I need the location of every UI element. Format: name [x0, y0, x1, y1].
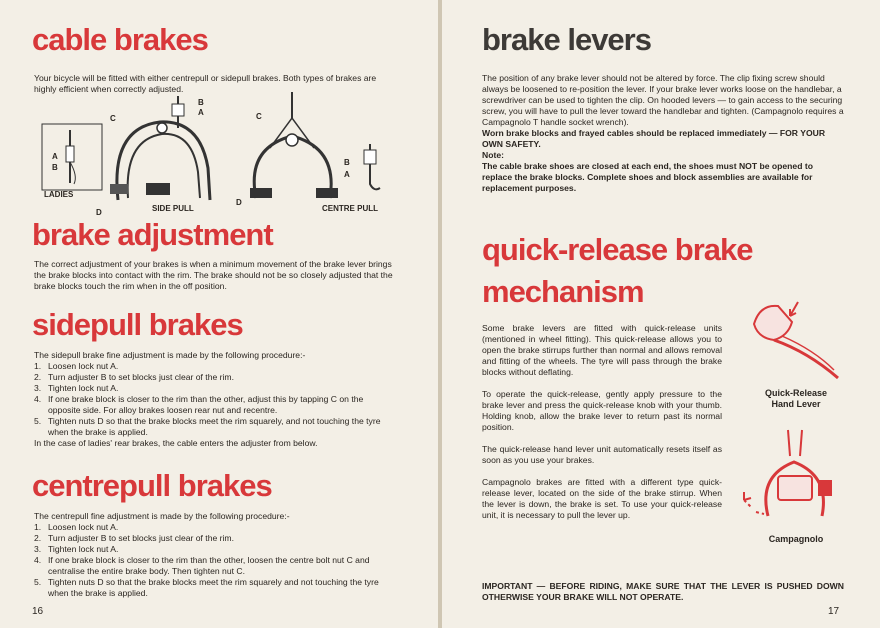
brake-diagram [40, 88, 400, 218]
page-number-right: 17 [828, 606, 840, 617]
letter-a-side: A [198, 108, 204, 117]
qr-paragraph-3: The quick-release hand lever unit automatically resets itself as soon as you use your brakes. [482, 444, 722, 465]
sidepull-note: In the case of ladies' rear brakes, the cable enters the adjuster from below. [34, 438, 318, 448]
campagnolo-illustration [738, 426, 848, 526]
centrepull-section [34, 511, 398, 599]
note-text: The cable brake shoes are closed at each end, the shoes must NOT be opened to replace the brake blocks. Complete shoes and block assemblies are available for replacement purposes. [482, 161, 813, 193]
letter-b-side: B [198, 98, 204, 107]
cable-brakes-text: Your bicycle will be fitted with either centrepull or sidepull brakes. Both types of brakes are highly efficient when correctly adjusted. [34, 73, 377, 94]
brake-adjustment-text: The correct adjustment of your brakes is when a minimum movement of the brake lever brings the brake blocks into contact with the rim. The brake should not be so closely adjusted that the brake blocks touch the rim when in the off position. [34, 259, 393, 291]
centre-pull-brake-block-left [250, 188, 272, 198]
list-item: 2. Turn adjuster B to set blocks just clear of the rim. [34, 533, 234, 543]
cable-brakes-heading: cable brakes [32, 22, 208, 57]
sidepull-section [34, 350, 398, 449]
brake-levers-warning: Worn brake blocks and frayed cables should be replaced immediately — FOR YOUR OWN SAFETY. [482, 128, 826, 149]
sidepull-steps [34, 361, 398, 438]
centrepull-intro: The centrepull fine adjustment is made by the following procedure:- [34, 511, 290, 521]
letter-c-centre: C [256, 112, 262, 121]
letter-a-centre: A [344, 170, 350, 179]
sidepull-heading: sidepull brakes [32, 307, 243, 342]
list-item: 2. Turn adjuster B to set blocks just clear of the rim. [34, 372, 234, 382]
brake-adjustment-heading: brake adjustment [32, 217, 273, 252]
brake-levers-text: The position of any brake lever should not be altered by force. The clip fixing screw should always be loosened to re-position the lever. If your brake lever works loose on the handlebar, a screwdriver can be used to tighten the clip. On hooded levers — to gain access to the securing screw, you will have to pull the lever toward the handlebar and tighten. (Campagnolo requires a Campagnolo T handle socket wrench). [482, 73, 844, 127]
letter-b-ladies: B [52, 163, 58, 172]
page-number-left: 16 [32, 606, 44, 617]
qr-paragraph-1: Some brake levers are fitted with quick-release units (mentioned in wheel fitting). This quick-release allows you to open the brake stirrups further than normal and allows removal and fitting of the wheels. The tyre will pass through the brake blocks without deflating. [482, 323, 722, 377]
letter-a-ladies: A [52, 152, 58, 161]
quick-release-lever-illustration [738, 296, 848, 382]
letter-b-centre: B [344, 158, 350, 167]
centrepull-steps [34, 522, 398, 599]
quick-release-body [482, 323, 722, 521]
side-pull-label: SIDE PULL [152, 204, 194, 213]
list-item: 5. Tighten nuts D so that the brake blocks meet the rim squarely and not touching the tyre when the brake is applied. [34, 577, 379, 598]
right-page [442, 0, 880, 628]
side-pull-brake-block [146, 183, 170, 195]
sidepull-intro: The sidepull brake fine adjustment is made by the following procedure:- [34, 350, 306, 360]
quick-release-caption: Quick-Release Hand Lever [764, 388, 828, 409]
note-label: Note: [482, 150, 504, 160]
brake-illustration [40, 88, 400, 218]
list-item: 1. Loosen lock nut A. [34, 522, 119, 532]
list-item: 5. Tighten nuts D so that the brake blocks meet the rim squarely, and not touching the tyre when the brake is applied. [34, 416, 381, 437]
list-item: 3. Tighten lock nut A. [34, 544, 119, 554]
qr-paragraph-2: To operate the quick-release, gently apply pressure to the brake lever and press the quick-release knob with your thumb. Holding knob, allow the brake lever to return past its normal position. [482, 389, 722, 432]
list-item: 1. Loosen lock nut A. [34, 361, 119, 371]
campagnolo-caption: Campagnolo [768, 534, 824, 544]
list-item: 4. If one brake block is closer to the rim than the other, adjust this by tapping C on the opposite side. For alloy brakes loosen rear nut and recentre. [34, 394, 364, 415]
centre-pull-brake-block-right [316, 188, 338, 198]
quick-release-heading-line2: mechanism [482, 274, 644, 309]
arrow-icon [744, 492, 751, 500]
ladies-label: LADIES [44, 190, 74, 199]
brake-levers-section [482, 73, 844, 194]
letter-d-centre: D [236, 198, 242, 207]
letter-d-side: D [96, 208, 102, 217]
qr-paragraph-4: Campagnolo brakes are fitted with a different type quick-release lever, located on the side of the brake stirrup. When the lever is down, the brake is set. To use your quick-release unit, it is necessary to pull the lever up. [482, 477, 722, 520]
quick-release-heading-line1: quick-release brake [482, 232, 753, 267]
important-notice: IMPORTANT — BEFORE RIDING, MAKE SURE THAT THE LEVER IS PUSHED DOWN OTHERWISE YOUR BRAKE WILL NOT OPERATE. [482, 581, 844, 602]
list-item: 4. If one brake block is closer to the rim than the other, loosen the centre bolt nut C and centralise the entire brake body. Then tighten nut C. [34, 555, 370, 576]
left-page [0, 0, 438, 628]
list-item: 3. Tighten lock nut A. [34, 383, 119, 393]
centrepull-heading: centrepull brakes [32, 468, 272, 503]
brake-levers-heading: brake levers [482, 22, 651, 57]
letter-c-side: C [110, 114, 116, 123]
centre-pull-label: CENTRE PULL [322, 204, 378, 213]
